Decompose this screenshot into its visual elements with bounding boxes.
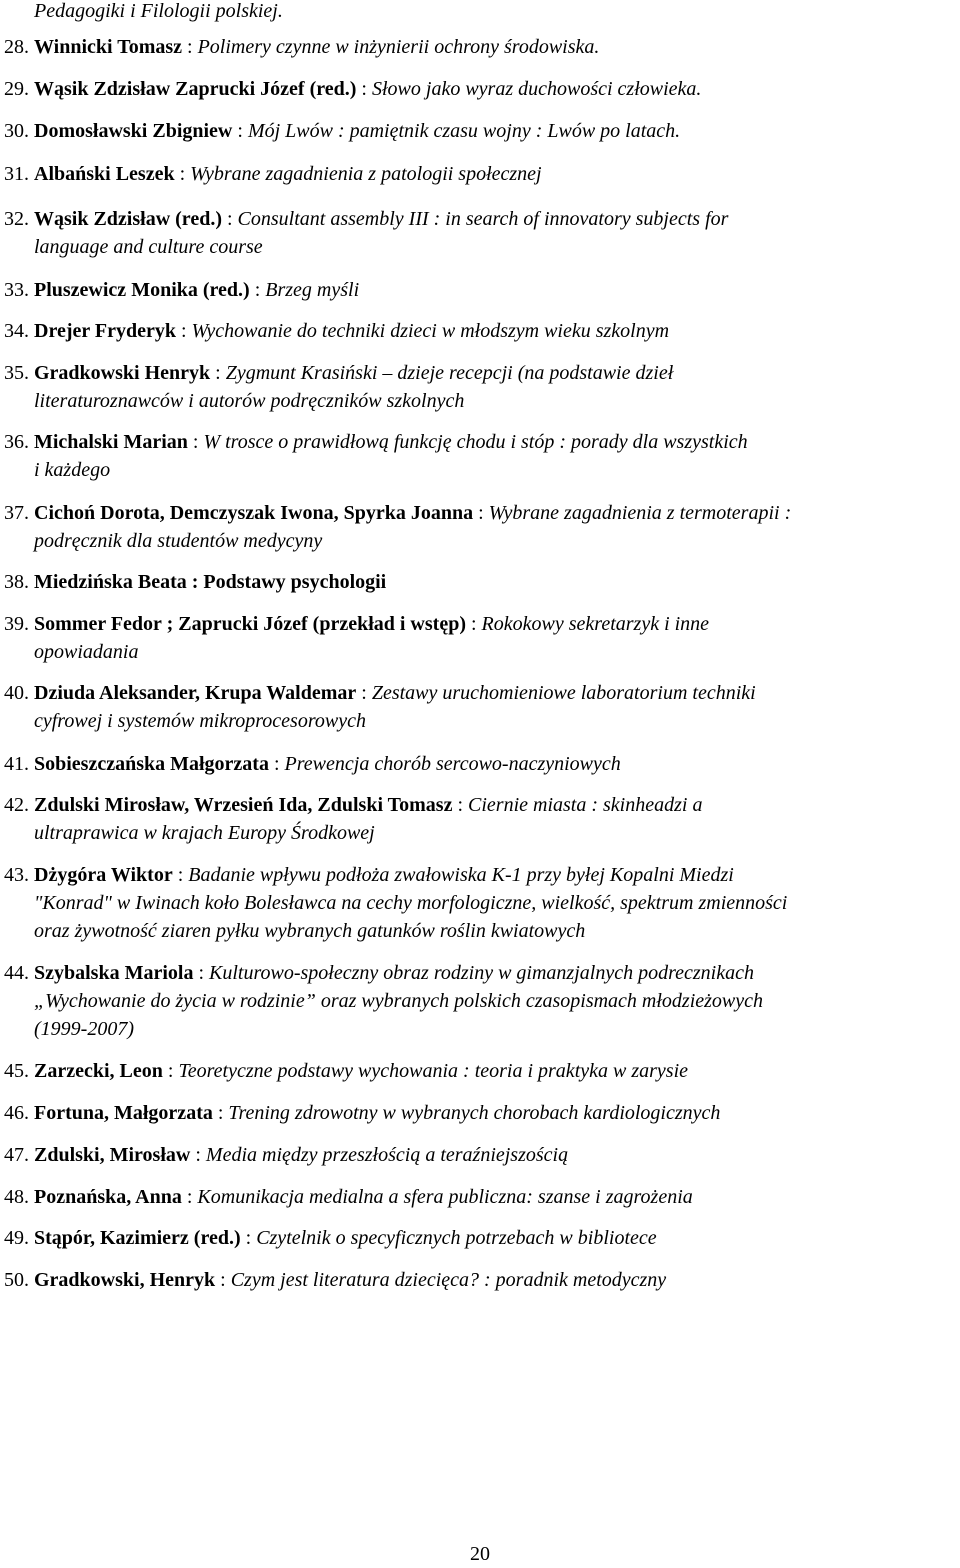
item-title-continuation: cyfrowej i systemów mikroprocesorowych xyxy=(34,710,366,732)
list-item xyxy=(4,1183,948,1211)
list-item xyxy=(4,276,948,304)
item-author: Sobieszczańska Małgorzata xyxy=(34,753,269,775)
item-number: 50. xyxy=(4,1269,29,1291)
item-separator: : xyxy=(356,682,372,704)
item-separator: : xyxy=(172,864,189,886)
item-number: 34. xyxy=(4,320,29,342)
item-number: 42. xyxy=(4,794,29,816)
item-title-continuation: opowiadania xyxy=(34,641,139,663)
item-title: Czytelnik o specyficznych potrzebach w bibliotece xyxy=(256,1227,657,1249)
item-separator: : xyxy=(240,1227,257,1249)
item-author: Winnicki Tomasz xyxy=(34,36,183,58)
item-number: 33. xyxy=(4,279,29,301)
item-title: W trosce o prawidłową funkcję chodu i stóp : porady dla wszystkich xyxy=(203,431,748,453)
item-number: 41. xyxy=(4,753,29,775)
item-number: 47. xyxy=(4,1144,29,1166)
list-item xyxy=(4,1224,948,1252)
item-author: Michalski Marian xyxy=(34,431,188,453)
item-author: Gradkowski Henryk xyxy=(34,362,211,384)
item-number: 28. xyxy=(4,36,29,58)
item-title: Komunikacja medialna a sfera publiczna: szanse i zagrożenia xyxy=(197,1186,693,1208)
item-number: 29. xyxy=(4,78,29,100)
item-author: Cichoń Dorota, Demczyszak Iwona, Spyrka Joanna xyxy=(34,502,474,524)
item-title: Consultant assembly III : in search of innovatory subjects for xyxy=(237,208,729,230)
item-separator: : xyxy=(249,279,266,301)
list-item xyxy=(4,75,948,103)
item-separator: : xyxy=(187,431,204,453)
item-title: Prewencja chorób sercowo-naczyniowych xyxy=(284,753,621,775)
item-title: Badanie wpływu podłoża zwałowiska K-1 przy byłej Kopalni Miedzi xyxy=(188,864,734,886)
item-separator: : xyxy=(193,962,210,984)
item-separator: : xyxy=(174,163,191,185)
item-separator: : xyxy=(181,1186,198,1208)
item-separator: : xyxy=(473,502,489,524)
item-title-continuation: literaturoznawców i autorów podręczników szkolnych xyxy=(34,390,465,412)
list-item xyxy=(4,205,948,261)
list-item xyxy=(4,160,948,188)
item-number: 46. xyxy=(4,1102,29,1124)
item-author: Wąsik Zdzisław Zaprucki Józef (red.) xyxy=(34,78,357,100)
item-separator: : xyxy=(182,36,198,58)
item-title: Kulturowo-społeczny obraz rodziny w gimanzjalnych podrecznikach xyxy=(209,962,754,984)
item-author: Drejer Fryderyk xyxy=(34,320,176,342)
item-separator: : xyxy=(232,120,248,142)
item-separator: : xyxy=(215,1269,231,1291)
list-item xyxy=(4,568,948,596)
list-item xyxy=(4,610,948,666)
item-title: Mój Lwów : pamiętnik czasu wojny : Lwów po latach. xyxy=(247,120,681,142)
item-title: Zygmunt Krasiński – dzieje recepcji (na podstawie dzieł xyxy=(225,362,674,384)
item-number: 39. xyxy=(4,613,29,635)
item-title-continuation: ultraprawica w krajach Europy Środkowej xyxy=(34,822,375,844)
item-title: Słowo jako wyraz duchowości człowieka. xyxy=(371,78,702,100)
list-item xyxy=(4,1057,948,1085)
item-separator: : xyxy=(162,1060,179,1082)
item-separator: : xyxy=(452,794,469,816)
item-author: Albański Leszek xyxy=(34,163,175,185)
item-title-continuation: (1999-2007) xyxy=(34,1018,134,1040)
item-title: Ciernie miasta : skinheadzi a xyxy=(468,794,703,816)
item-title: Wybrane zagadnienia z patologii społecznej xyxy=(190,163,542,185)
list-item xyxy=(4,359,948,415)
item-title: Trening zdrowotny w wybranych chorobach kardiologicznych xyxy=(228,1102,721,1124)
list-item xyxy=(4,33,948,61)
item-number: 38. xyxy=(4,571,29,593)
item-title: Czym jest literatura dziecięca? : poradnik metodyczny xyxy=(230,1269,667,1291)
list-item xyxy=(4,959,948,1043)
item-number: 43. xyxy=(4,864,29,886)
item-author: Sommer Fedor ; Zaprucki Józef (przekład i wstęp) xyxy=(34,613,466,635)
item-author: Pluszewicz Monika (red.) xyxy=(34,279,250,301)
item-author: Zdulski, Mirosław xyxy=(34,1144,191,1166)
item-separator: : xyxy=(175,320,192,342)
list-item xyxy=(4,428,948,484)
item-number: 44. xyxy=(4,962,29,984)
item-number: 40. xyxy=(4,682,29,704)
item-title: Zestawy uruchomieniowe laboratorium techniki xyxy=(371,682,756,704)
list-item xyxy=(4,499,948,555)
list-item xyxy=(4,1266,948,1294)
item-separator: : xyxy=(212,1102,229,1124)
list-item xyxy=(4,1099,948,1127)
item-number: 37. xyxy=(4,502,29,524)
item-author: Zdulski Mirosław, Wrzesień Ida, Zdulski Tomasz xyxy=(34,794,453,816)
list-item xyxy=(4,317,948,345)
item-title: Wychowanie do techniki dzieci w młodszym wieku szkolnym xyxy=(191,320,670,342)
item-title-continuation: i każdego xyxy=(34,459,111,481)
item-author: Szybalska Mariola xyxy=(34,962,194,984)
item-title: Brzeg myśli xyxy=(265,279,360,301)
item-title: Polimery czynne w inżynierii ochrony środowiska. xyxy=(197,36,600,58)
item-title: Wybrane zagadnienia z termoterapii : xyxy=(488,502,792,524)
item-author: Gradkowski, Henryk xyxy=(34,1269,216,1291)
list-item xyxy=(4,117,948,145)
item-separator: : xyxy=(190,1144,206,1166)
item-number: 48. xyxy=(4,1186,29,1208)
item-author: Wąsik Zdzisław (red.) xyxy=(34,208,222,230)
list-item xyxy=(4,861,948,945)
list-item xyxy=(4,1141,948,1169)
list-item xyxy=(4,750,948,778)
item-number: 30. xyxy=(4,120,29,142)
item-number: 31. xyxy=(4,163,29,185)
item-separator: : xyxy=(268,753,285,775)
list-item xyxy=(4,679,948,735)
item-author: Fortuna, Małgorzata xyxy=(34,1102,213,1124)
page-number: 20 xyxy=(470,1543,490,1565)
item-title: Teoretyczne podstawy wychowania : teoria i praktyka w zarysie xyxy=(178,1060,688,1082)
item-author: Stąpór, Kazimierz (red.) xyxy=(34,1227,241,1249)
item-title-continuation: „Wychowanie do życia w rodzinie” oraz wybranych polskich czasopismach młodzieżowych xyxy=(34,990,764,1012)
item-title-continuation: podręcznik dla studentów medycyny xyxy=(34,530,323,552)
item-title-continuation: language and culture course xyxy=(34,236,263,258)
item-separator: : xyxy=(465,613,482,635)
item-author: Dżygóra Wiktor xyxy=(34,864,173,886)
item-title: Rokokowy sekretarzyk i inne xyxy=(481,613,710,635)
item-title-continuation: "Konrad" w Iwinach koło Bolesławca na cechy morfologiczne, wielkość, spektrum zmienności xyxy=(34,892,788,914)
item-author: Domosławski Zbigniew xyxy=(34,120,233,142)
item-number: 45. xyxy=(4,1060,29,1082)
item-number: 49. xyxy=(4,1227,29,1249)
item-separator: : xyxy=(210,362,226,384)
item-title: Media między przeszłością a teraźniejszością xyxy=(205,1144,569,1166)
item-separator: : xyxy=(221,208,238,230)
item-number: 32. xyxy=(4,208,29,230)
item-number: 35. xyxy=(4,362,29,384)
item-author: Dziuda Aleksander, Krupa Waldemar xyxy=(34,682,357,704)
item-author: Miedzińska Beata : Podstawy psychologii xyxy=(34,571,387,593)
item-title-continuation: oraz żywotność ziaren pyłku wybranych gatunków roślin kwiatowych xyxy=(34,920,586,942)
continuation-line: Pedagogiki i Filologii polskiej. xyxy=(34,0,283,22)
item-separator: : xyxy=(356,78,372,100)
item-author: Zarzecki, Leon xyxy=(34,1060,163,1082)
item-author: Poznańska, Anna xyxy=(34,1186,182,1208)
item-number: 36. xyxy=(4,431,29,453)
list-item xyxy=(4,791,948,847)
